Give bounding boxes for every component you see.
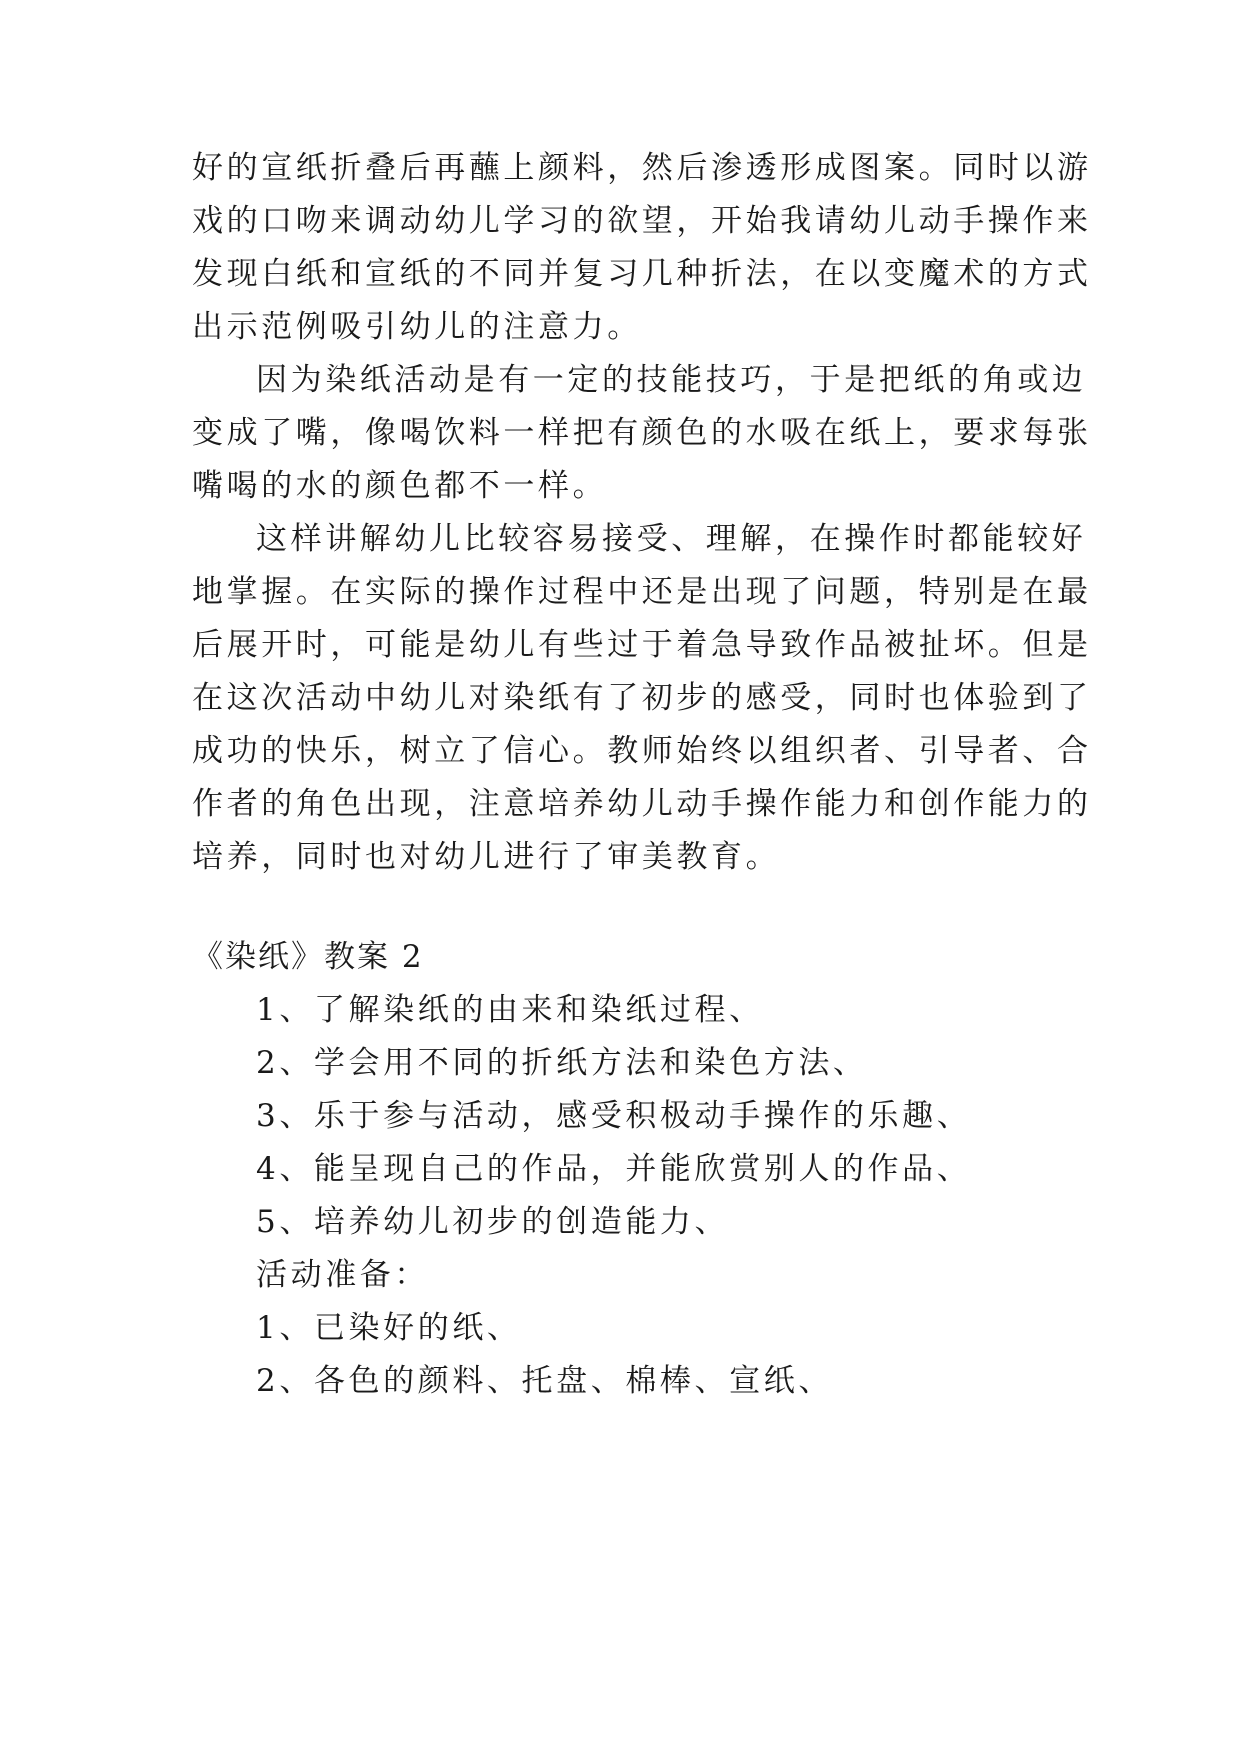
paragraph-3-line-2: 地掌握。在实际的操作过程中还是出现了问题，特别是在最 [192, 574, 1092, 610]
preparation-item-1: 1、已染好的纸、 [256, 1310, 522, 1346]
paragraph-3-line-5: 成功的快乐，树立了信心。教师始终以组织者、引导者、合 [192, 733, 1092, 769]
paragraph-1-line-2: 戏的口吻来调动幼儿学习的欲望，开始我请幼儿动手操作来 [192, 203, 1092, 239]
goal-item-1: 1、了解染纸的由来和染纸过程、 [256, 992, 764, 1028]
paragraph-3-line-4: 在这次活动中幼儿对染纸有了初步的感受，同时也体验到了 [192, 680, 1092, 716]
paragraph-3-line-6: 作者的角色出现，注意培养幼儿动手操作能力和创作能力的 [192, 786, 1092, 822]
paragraph-1-line-3: 发现白纸和宣纸的不同并复习几种折法，在以变魔术的方式 [192, 256, 1092, 292]
goal-item-3: 3、乐于参与活动，感受积极动手操作的乐趣、 [256, 1098, 972, 1134]
goal-item-5: 5、培养幼儿初步的创造能力、 [256, 1204, 730, 1240]
preparation-item-2: 2、各色的颜料、托盘、棉棒、宣纸、 [256, 1363, 833, 1399]
paragraph-2-line-1: 因为染纸活动是有一定的技能技巧，于是把纸的角或边 [256, 362, 1087, 398]
preparation-label: 活动准备： [256, 1257, 429, 1293]
paragraph-1-line-4: 出示范例吸引幼儿的注意力。 [192, 309, 642, 345]
paragraph-3-line-7: 培养，同时也对幼儿进行了审美教育。 [192, 839, 781, 875]
goal-item-2: 2、学会用不同的折纸方法和染色方法、 [256, 1045, 868, 1081]
paragraph-3-line-1: 这样讲解幼儿比较容易接受、理解，在操作时都能较好 [256, 521, 1087, 557]
goal-item-4: 4、能呈现自己的作品，并能欣赏别人的作品、 [256, 1151, 972, 1187]
paragraph-1-line-1: 好的宣纸折叠后再蘸上颜料，然后渗透形成图案。同时以游 [192, 150, 1092, 186]
section-title: 《染纸》教案 2 [192, 939, 424, 975]
paragraph-2-line-3: 嘴喝的水的颜色都不一样。 [192, 468, 608, 504]
paragraph-3-line-3: 后展开时，可能是幼儿有些过于着急导致作品被扯坏。但是 [192, 627, 1092, 663]
paragraph-2-line-2: 变成了嘴，像喝饮料一样把有颜色的水吸在纸上，要求每张 [192, 415, 1092, 451]
